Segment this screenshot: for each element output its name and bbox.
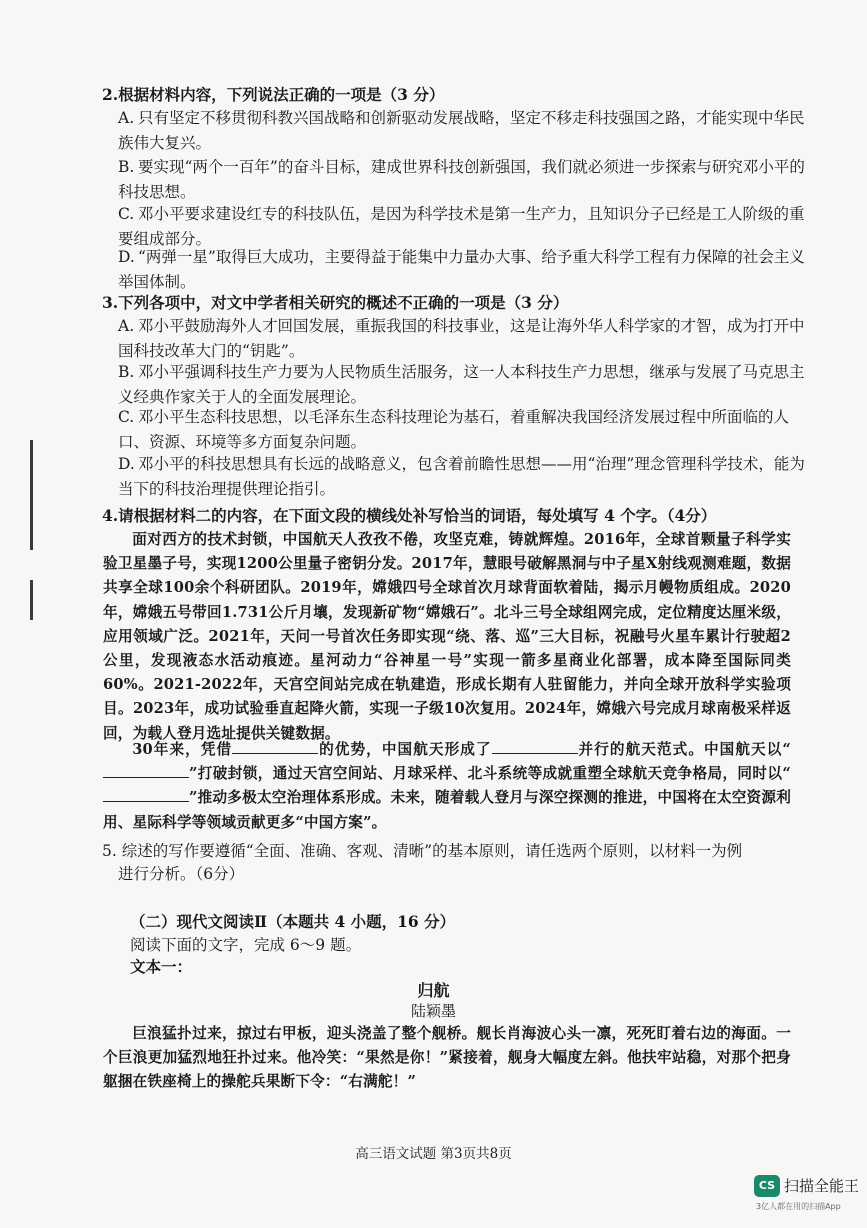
option-text: “两弹一星”取得巨大成功，主要得益于能集中力量办大事、给予重大科学工程有力保障的社会主义举国体制。 [118,248,805,291]
question-2-option-c: C. 邓小平要求建设红专的科技队伍，是因为科学技术是第一生产力，且知识分子已经是工人阶级的重要组成部分。 [118,205,805,248]
option-text: 邓小平鼓励海外人才回国发展，重振我国的科技事业，这是让海外华人科学家的才智，成为打开中国科技改革大门的“钥匙”。 [118,317,805,360]
text-one-label: 文本一： [130,957,193,976]
question-3-option-d: D. 邓小平的科技思想具有长远的战略意义，包含着前瞻性思想——用“治理”理念管理科学技术，能为当下的科技治理提供理论指引。 [118,455,805,498]
story-author: 陆颖墨 [410,1002,456,1020]
question-5-line-1: 5. 综述的写作要遵循“全面、准确、客观、清晰”的基本原则，请任选两个原则，以材料一为例 [102,842,743,860]
option-text: 邓小平的科技思想具有长远的战略意义，包含着前瞻性思想——用“治理”理念管理科学技术，能为当下的科技治理提供理论指引。 [118,455,805,498]
watermark-tagline: 3亿人都在用的扫描App [756,1202,841,1211]
question-3-option-a: A. 邓小平鼓励海外人才回国发展，重振我国的科技事业，这是让海外华人科学家的才智，成为打开中国科技改革大门的“钥匙”。 [118,317,805,360]
story-body: 巨浪猛扑过来，掠过右甲板，迎头浇盖了整个舰桥。舰长肖海波心头一凛，死死盯着右边的海面。一个巨浪更加猛烈地狂扑过来。他冷笑：“果然是你！”紧接着，舰身大幅度左斜。他扶牢站稳，对那个把身躯捆在铁座椅上的操舵兵果断下令：“右满舵！” [103,1025,791,1091]
section-heading: （二）现代文阅读Ⅱ（本题共 4 小题，16 分） [130,912,456,931]
question-2-option-d: D. “两弹一星”取得巨大成功，主要得益于能集中力量办大事、给予重大科学工程有力保障的社会主义举国体制。 [118,248,805,291]
question-4-stem: 4.请根据材料二的内容，在下面文段的横线处补写恰当的词语，每处填写 4 个字。（4分） [102,506,717,525]
watermark-name: 扫描全能王 [784,1177,860,1195]
option-text: 只有坚定不移贯彻科教兴国战略和创新驱动发展战略，坚定不移走科技强国之路，才能实现中华民族伟大复兴。 [118,109,805,152]
question-3-option-b: B. 邓小平强调科技生产力要为人民物质生活服务，这一人本科技生产力思想，继承与发展了马克思主义经典作家关于人的全面发展理论。 [118,363,805,406]
question-5-line-2: 进行分析。（6分） [118,865,245,883]
section-instruction: 阅读下面的文字，完成 6～9 题。 [130,936,362,954]
question-2-option-b: B. 要实现“两个一百年”的奋斗目标，建成世界科技创新强国，我们就必须进一步探索与研究邓小平的科技思想。 [118,158,805,201]
question-4-fill-paragraph: 30年来，凭借 的优势，中国航天形成了 并行的航天范式。中国航天以“”打破封锁，通过天宫空间站、月球采样、北斗系统等成就重塑全球航天竞争格局，同时以“”推动多极太空治理体系形成。未来，随着载人登月与深空探测的推进，中国将在太空资源利用、星际科学等领域贡献更多“中国方案”。 [103,741,792,831]
option-text: 要实现“两个一百年”的奋斗目标，建成世界科技创新强国，我们就必须进一步探索与研究邓小平的科技思想。 [118,158,805,201]
question-3-stem: 3.下列各项中，对文中学者相关研究的概述不正确的一项是（3 分） [102,293,569,312]
option-text: 邓小平强调科技生产力要为人民物质生活服务，这一人本科技生产力思想，继承与发展了马克思主义经典作家关于人的全面发展理论。 [118,363,805,406]
question-2-option-a: A. 只有坚定不移贯彻科教兴国战略和创新驱动发展战略，坚定不移走科技强国之路，才能实现中华民族伟大复兴。 [118,109,805,152]
camscanner-logo-icon: CS [754,1175,780,1197]
answer-blank-1[interactable] [232,739,318,754]
scanner-watermark [754,1170,864,1220]
option-text: 邓小平要求建设红专的科技队伍，是因为科学技术是第一生产力，且知识分子已经是工人阶级的重要组成部分。 [118,205,805,248]
answer-blank-3[interactable] [103,763,189,778]
scan-edge-mark [30,440,33,550]
question-4-passage: 面对西方的技术封锁，中国航天人孜孜不倦，攻坚克难，铸就辉煌。2016年，全球首颗量子科学实验卫星墨子号，实现1200公里量子密钥分发。2017年，慧眼号破解黑洞与中子星X射线观测难题，数据共享全球100余个科研团队。2019年，嫦娥四号全球首次月球背面软着陆，揭示月幔物质组成。2020年，嫦娥五号带回1.731公斤月壤，发现新矿物“嫦娥石”。北斗三号全球组网完成，定位精度达厘米级，应用领域广泛。2021年，天问一号首次任务即实现“绕、落、巡”三大目标，祝融号火星车累计行驶超2公里，发现液态水活动痕迹。星河动力“谷神星一号”实现一箭多星商业化部署，成本降至国际同类60%。2021-2022年，天宫空间站完成在轨建造，形成长期有人驻留能力，并向全球开放科学实验项目。2023年，成功试验垂直起降火箭，实现一子级10次复用。2024年，嫦娥六号完成月球南极采样返回，为载人登月选址提供关键数据。 [103,531,791,742]
question-3-option-c: C. 邓小平生态科技思想，以毛泽东生态科技理论为基石，着重解决我国经济发展过程中所面临的人口、资源、环境等多方面复杂问题。 [118,408,790,451]
option-text: 邓小平生态科技思想，以毛泽东生态科技理论为基石，着重解决我国经济发展过程中所面临的人口、资源、环境等多方面复杂问题。 [118,408,790,451]
answer-blank-2[interactable] [492,739,578,754]
page-footer: 高三语文试题 第3页共8页 [355,1146,512,1162]
story-title: 归航 [417,981,450,1000]
answer-blank-4[interactable] [103,787,189,802]
question-2-stem: 2.根据材料内容，下列说法正确的一项是（3 分） [102,85,445,104]
scan-edge-mark [30,580,33,620]
